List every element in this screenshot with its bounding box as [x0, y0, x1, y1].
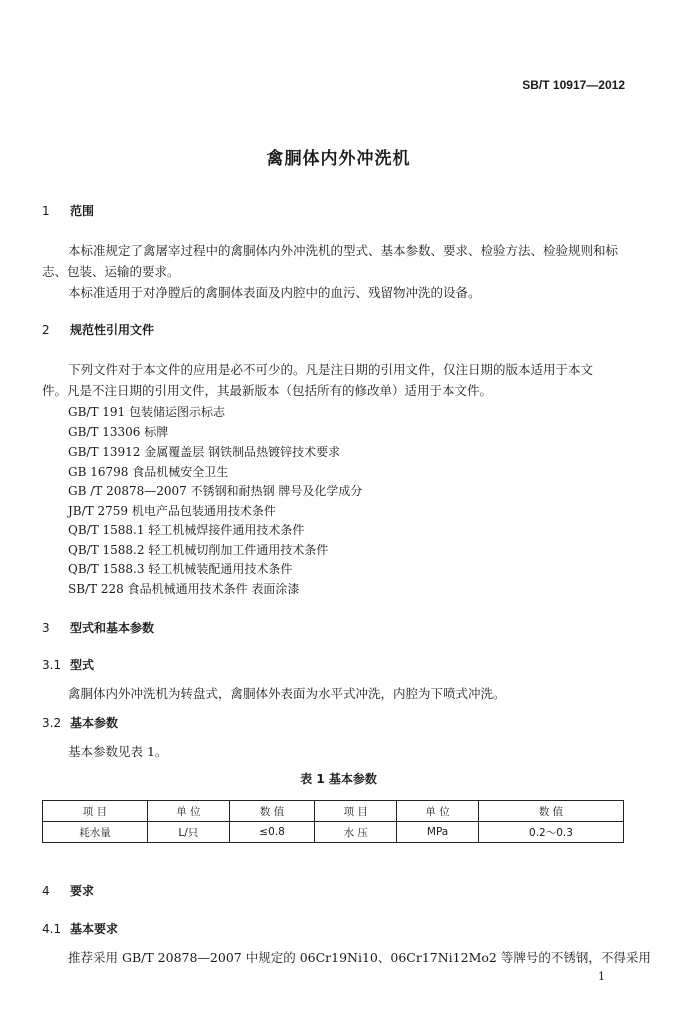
reference-item: GB/T 191 包装储运图示标志: [68, 405, 225, 419]
subsection-number: 4.1: [42, 922, 62, 936]
section-1-heading: [42, 202, 94, 219]
section-title: 型式和基本参数: [70, 621, 155, 635]
header-cell-item: 项 目: [315, 801, 397, 822]
section-number: 3: [42, 621, 50, 635]
section-number: 1: [42, 204, 50, 218]
paragraph-line: 志、包装、运输的要求。: [42, 264, 180, 279]
subsection-3-1-heading: [42, 656, 94, 673]
subsection-number: 3.1: [42, 658, 62, 672]
paragraph-line: 本标准规定了禽屠宰过程中的禽胴体内外冲洗机的型式、基本参数、要求、检验方法、检验规则和标: [68, 243, 619, 258]
table-caption: 表 1 基本参数: [300, 772, 377, 786]
section-number: 4: [42, 884, 50, 898]
table-cell: 0.2～0.3: [478, 822, 623, 843]
reference-item: GB/T 13306 标牌: [68, 425, 169, 439]
paragraph-line: 本标准适用于对净膛后的禽胴体表面及内腔中的血污、残留物冲洗的设备。: [68, 285, 481, 300]
reference-item: QB/T 1588.1 轻工机械焊接件通用技术条件: [68, 523, 305, 537]
header-cell-unit: 单 位: [397, 801, 479, 822]
reference-item: GB /T 20878—2007 不锈钢和耐热钢 牌号及化学成分: [68, 484, 363, 498]
paragraph-line: 件。凡是不注日期的引用文件，其最新版本（包括所有的修改单）适用于本文件。: [42, 383, 493, 398]
reference-item: JB/T 2759 机电产品包装通用技术条件: [68, 504, 276, 518]
header-cell-value: 数 值: [229, 801, 315, 822]
header-cell-unit: 单 位: [147, 801, 229, 822]
table-cell: ≤0.8: [229, 822, 315, 843]
section-2-heading: [42, 321, 154, 338]
table-cell: 水 压: [315, 822, 397, 843]
subsection-number: 3.2: [42, 716, 62, 730]
header-cell-value: 数 值: [478, 801, 623, 822]
reference-item: SB/T 228 食品机械通用技术条件 表面涂漆: [68, 582, 300, 596]
page-number: 1: [598, 970, 605, 983]
parameters-table: [42, 800, 624, 843]
subsection-title: 基本参数: [70, 716, 119, 730]
subsection-3-2-heading: [42, 714, 118, 731]
paragraph-line: 下列文件对于本文件的应用是必不可少的。凡是注日期的引用文件，仅注日期的版本适用于本文: [68, 362, 594, 377]
reference-item: QB/T 1588.3 轻工机械装配通用技术条件: [68, 562, 293, 576]
table-row: [43, 822, 624, 843]
subsection-title: 基本要求: [70, 922, 119, 936]
reference-item: QB/T 1588.2 轻工机械切削加工件通用技术条件: [68, 543, 329, 557]
table-header-row: [43, 801, 624, 822]
subsection-title: 型式: [70, 658, 95, 672]
section-title: 要求: [70, 884, 95, 898]
section-3-heading: [42, 619, 154, 636]
section-4-heading: [42, 882, 94, 899]
section-title: 范围: [70, 204, 95, 218]
section-number: 2: [42, 323, 50, 337]
paragraph-line: 禽胴体内外冲洗机为转盘式，禽胴体外表面为水平式冲洗，内腔为下喷式冲洗。: [68, 686, 506, 701]
reference-item: GB 16798 食品机械安全卫生: [68, 465, 229, 479]
reference-item: GB/T 13912 金属覆盖层 钢铁制品热镀锌技术要求: [68, 445, 341, 459]
subsection-4-1-heading: [42, 920, 118, 937]
header-cell-item: 项 目: [43, 801, 148, 822]
table-cell: L/只: [147, 822, 229, 843]
section-title: 规范性引用文件: [70, 323, 155, 337]
standard-number: SB/T 10917—2012: [522, 78, 625, 92]
table-cell: MPa: [397, 822, 479, 843]
paragraph-line: 推荐采用 GB/T 20878—2007 中规定的 06Cr19Ni10、06Cr17Ni12Mo2 等牌号的不锈钢，不得采用: [68, 950, 651, 965]
paragraph-line: 基本参数见表 1。: [68, 744, 168, 759]
table-cell: 耗水量: [43, 822, 148, 843]
document-title: 禽胴体内外冲洗机: [266, 149, 411, 169]
